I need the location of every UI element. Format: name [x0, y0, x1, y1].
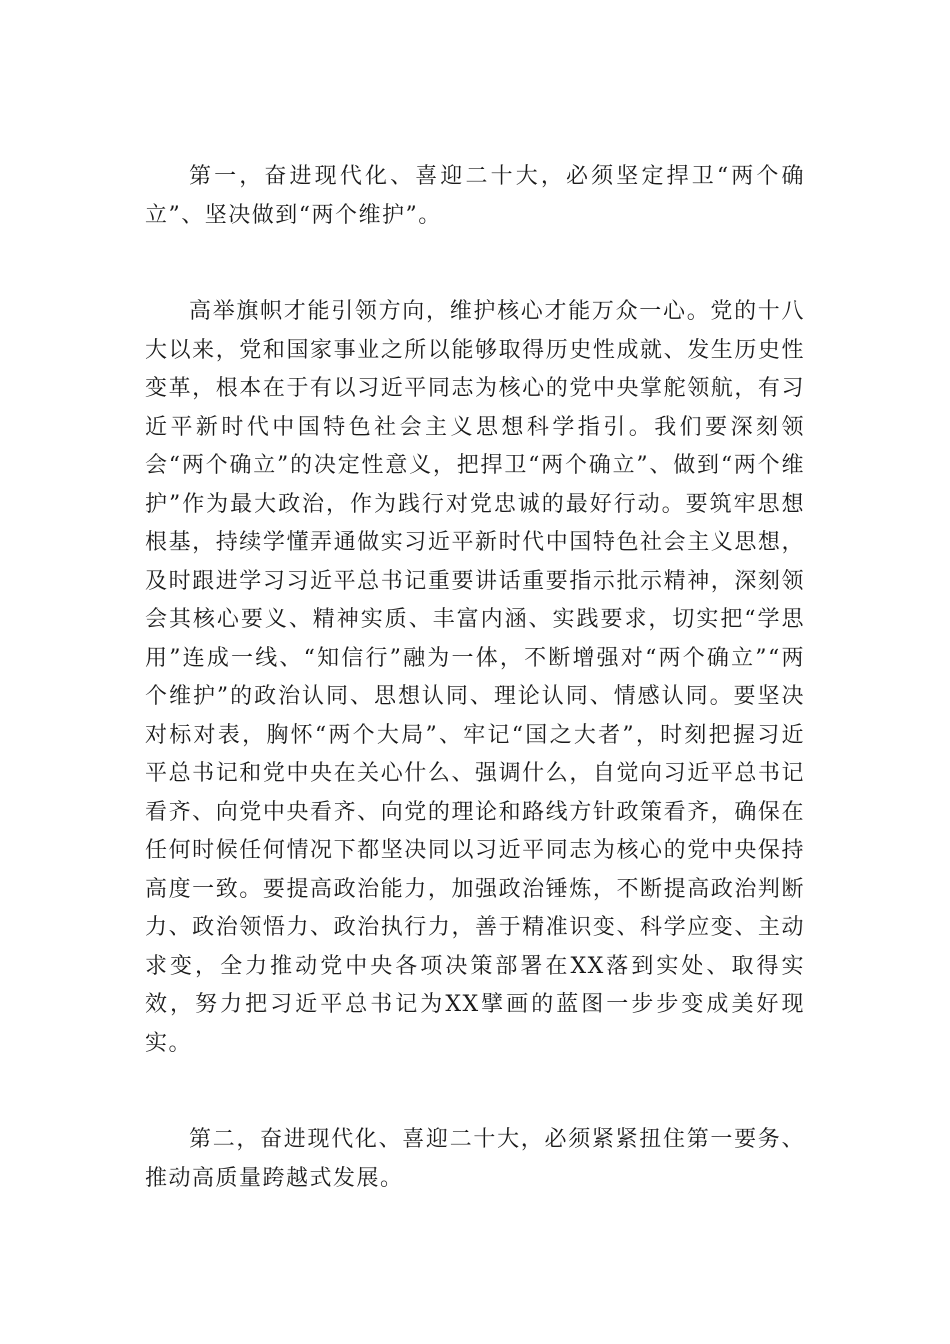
document-body — [145, 158, 805, 1198]
body-paragraph: 高举旗帜才能引领方向，维护核心才能万众一心。党的十八大以来，党和国家事业之所以能够取得历史性成就、发生历史性变革，根本在于有以习近平同志为核心的党中央掌舵领航，有习近平新时代中国特色社会主义思想科学指引。我们要深刻领会“两个确立”的决定性意义，把捍卫“两个确立”、做到“两个维护”作为最大政治，作为践行对党忠诚的最好行动。要筑牢思想根基，持续学懂弄通做实习近平新时代中国特色社会主义思想，及时跟进学习习近平总书记重要讲话重要指示批示精神，深刻领会其核心要义、精神实质、丰富内涵、实践要求，切实把“学思用”连成一线、“知信行”融为一体，不断增强对“两个确立”“两个维护”的政治认同、思想认同、理论认同、情感认同。要坚决对标对表，胸怀“两个大局”、牢记“国之大者”，时刻把握习近平总书记和党中央在关心什么、强调什么，自觉向习近平总书记看齐、向党中央看齐、向党的理论和路线方针政策看齐，确保在任何时候任何情况下都坚决同以习近平同志为核心的党中央保持高度一致。要提高政治能力，加强政治锤炼，不断提高政治判断力、政治领悟力、政治执行力，善于精准识变、科学应变、主动求变，全力推动党中央各项决策部署在XX落到实处、取得实效，努力把习近平总书记为XX擘画的蓝图一步步变成美好现实。 — [145, 299, 805, 1056]
section-heading-first: 第一，奋进现代化、喜迎二十大，必须坚定捍卫“两个确立”、坚决做到“两个维护”。 — [145, 164, 805, 228]
section-heading-second: 第二，奋进现代化、喜迎二十大，必须紧紧扭住第一要务、推动高质量跨越式发展。 — [145, 1127, 805, 1191]
